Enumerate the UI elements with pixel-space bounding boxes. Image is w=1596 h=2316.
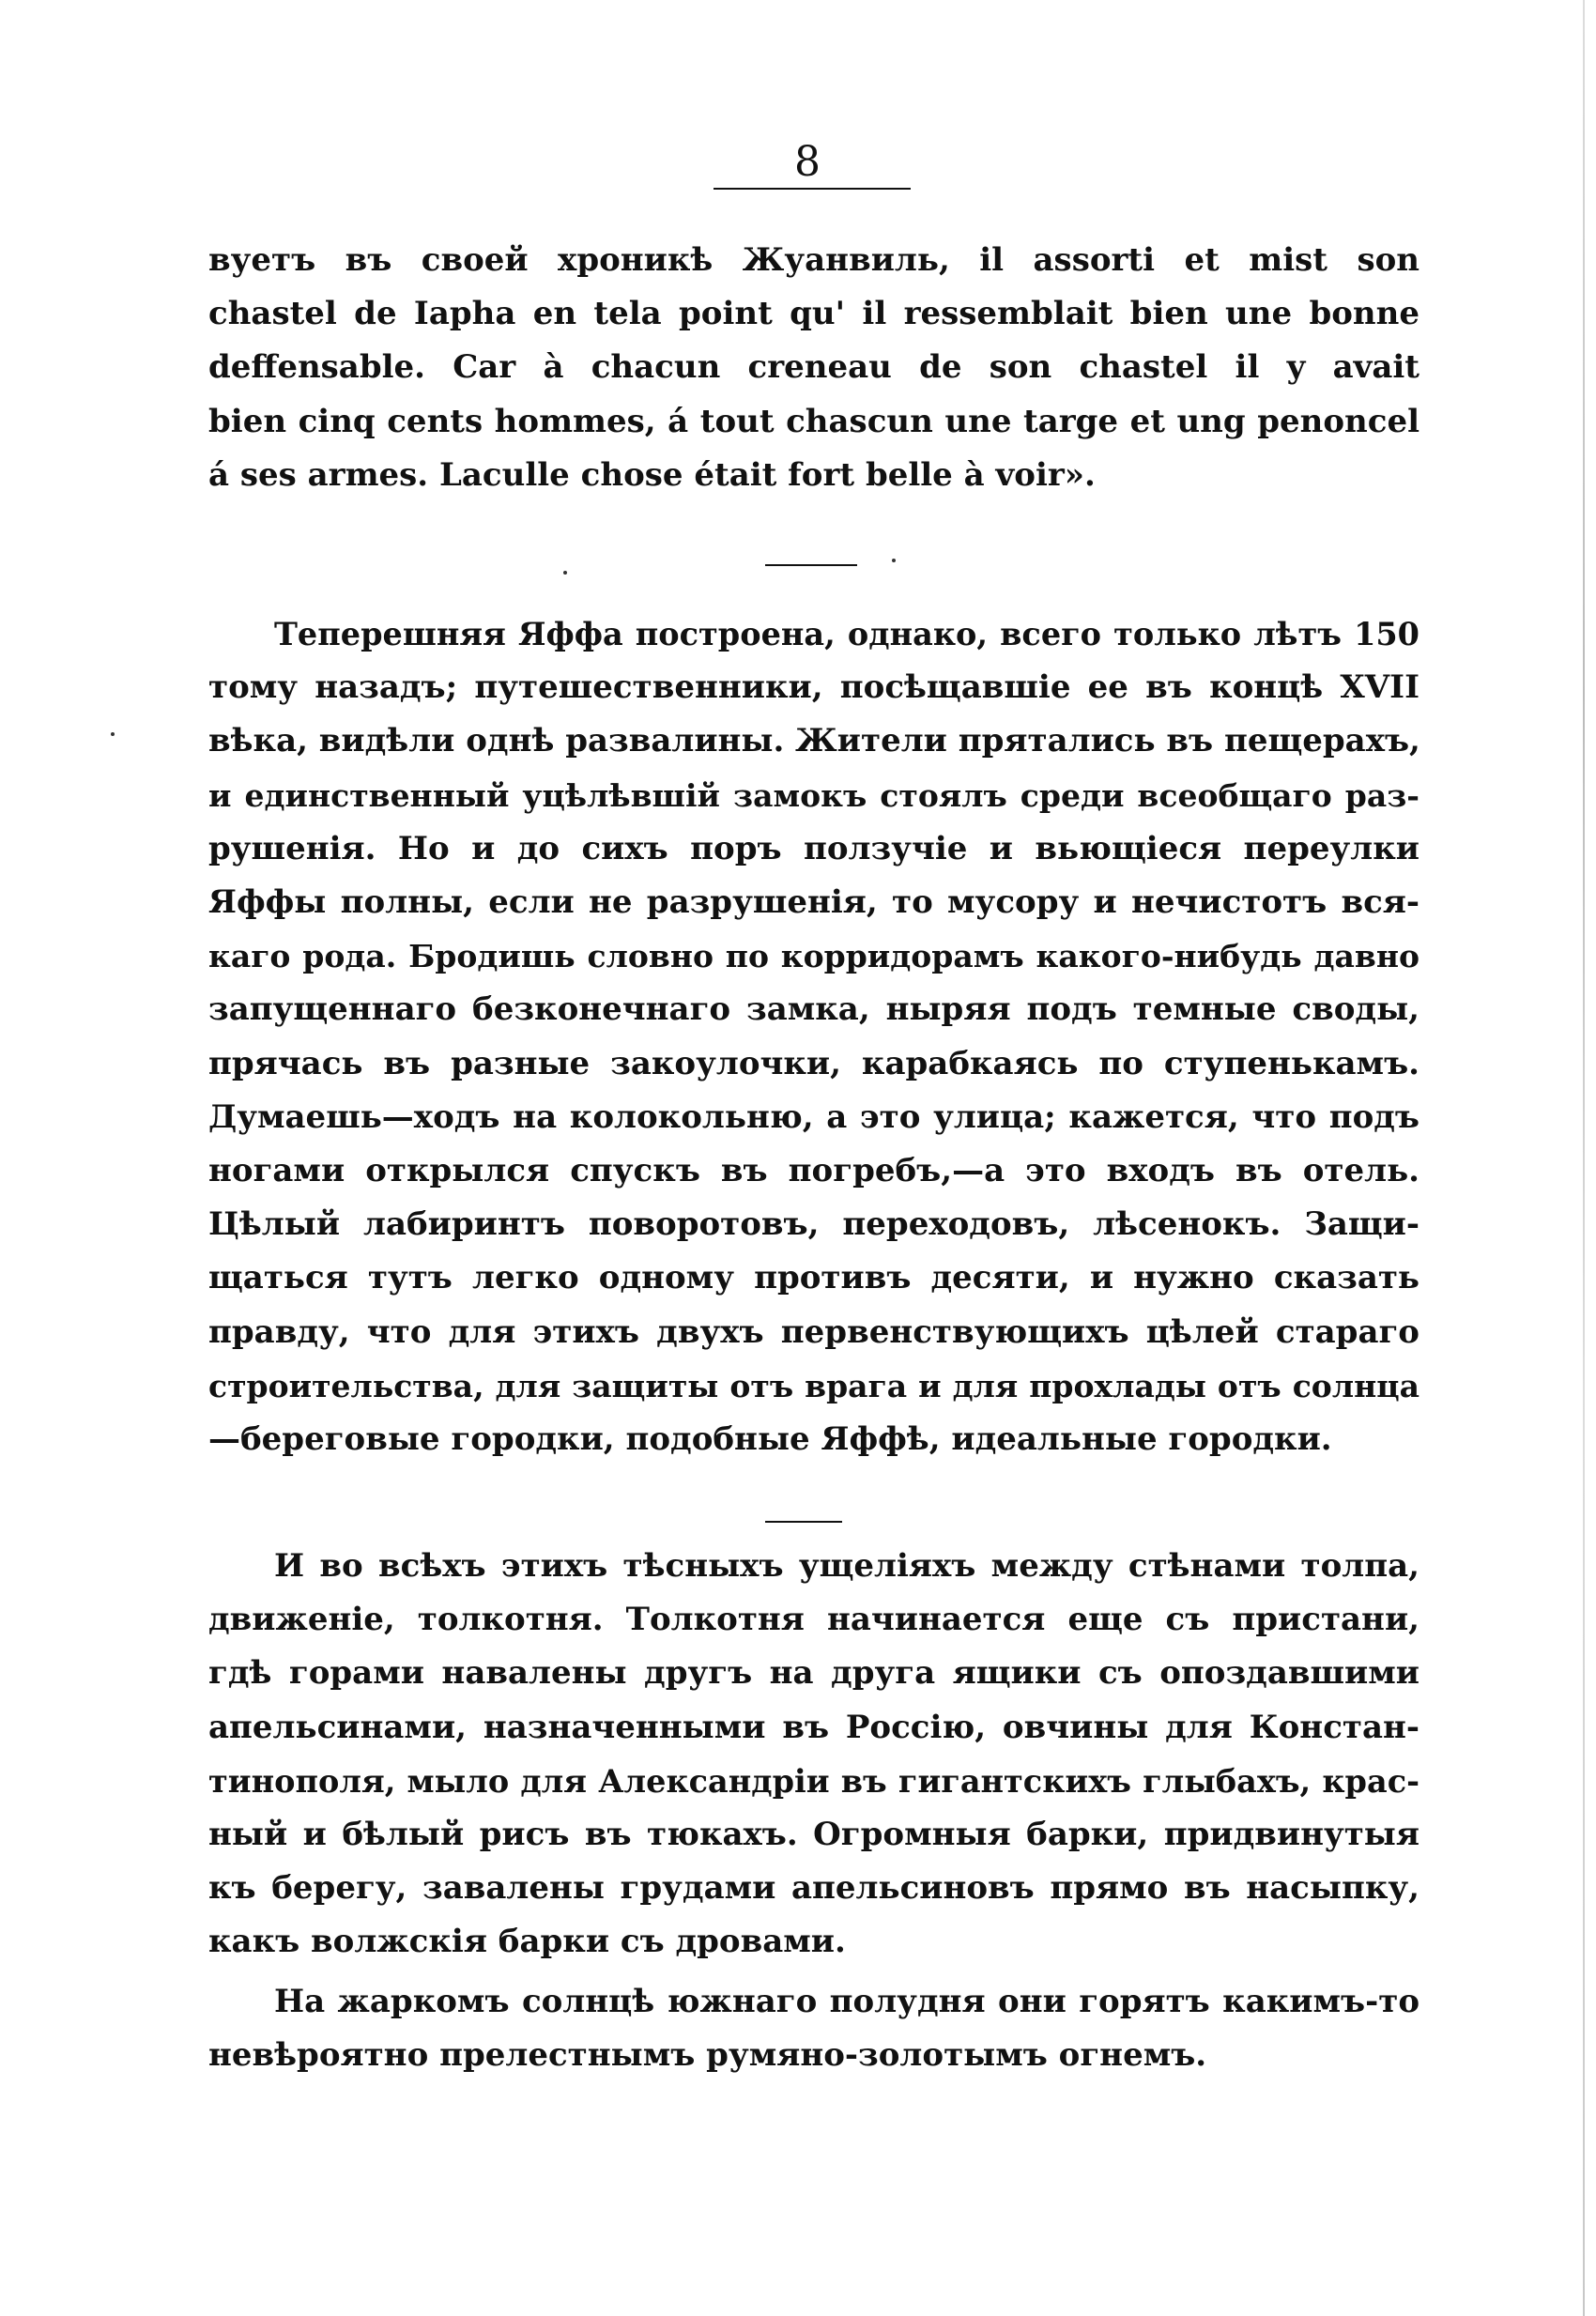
text-line: Теперешняя Яффа построена, однако, всего только лѣтъ 150 [274, 616, 1420, 652]
section-divider [765, 564, 857, 566]
text-line: щаться тутъ легко одному противъ десяти, и нужно сказать [208, 1259, 1420, 1297]
text-line: рушенія. Но и до сихъ поръ ползучіе и вьющіеся переулки [208, 829, 1420, 867]
scan-page-edge [1583, 0, 1585, 2316]
text-line: ный и бѣлый рисъ въ тюкахъ. Огромныя барки, придвинутыя [208, 1816, 1420, 1854]
text-line: Думаешь—ходъ на колокольню, а это улица; кажется, что подъ [208, 1097, 1420, 1136]
paragraph-jaffa-description [208, 607, 1420, 1466]
scan-speck [892, 559, 896, 562]
text-line: правду, что для этихъ двухъ первенствующихъ цѣлей стараго [208, 1312, 1420, 1351]
text-line: —береговые городки, подобные Яффѣ, идеальные городки. [208, 1420, 1332, 1459]
text-line: невѣроятно прелестнымъ румяно-золотымъ огнемъ. [208, 2036, 1207, 2075]
text-line: апельсинами, назначенными въ Россію, овчины для Констан- [208, 1708, 1420, 1746]
paragraph-crowds [208, 1540, 1420, 1970]
text-line: тому назадъ; путешественники, посѣщавшіе ее въ концѣ XVII [208, 668, 1420, 707]
text-line: Яффы полны, если не разрушенія, то мусору и нечистотъ вся- [208, 883, 1420, 922]
text-line: á ses armes. Laculle chose était fort belle à voir». [208, 455, 1096, 494]
text-line: тинополя, мыло для Александріи въ гигантскихъ глыбахъ, крас- [208, 1762, 1420, 1800]
text-line: вуетъ въ своей хроникѣ Жуанвиль, il assorti et mist son [208, 241, 1420, 279]
text-line: движеніе, толкотня. Толкотня начинается еще съ пристани, [208, 1601, 1420, 1639]
text-line: строительства, для защиты отъ врага и для прохлады отъ солнца [208, 1367, 1420, 1404]
text-line: deffensable. Car à chacun creneau de son chastel il y avait [208, 348, 1420, 387]
scan-speck [563, 571, 567, 575]
page-number: 8 [794, 138, 821, 186]
text-line: каго рода. Бродишь словно по корридорамъ какого-нибудь давно [208, 938, 1420, 975]
paragraph-oranges [208, 1975, 1420, 2082]
text-line: И во всѣхъ этихъ тѣсныхъ ущеліяхъ между стѣнами толпа, [274, 1547, 1420, 1585]
scan-speck [111, 732, 115, 736]
text-line: ногами открылся спускъ въ погребъ,—а это входъ въ отель. [208, 1152, 1420, 1190]
text-line: гдѣ горами навалены другъ на друга ящики съ опоздавшими [208, 1654, 1420, 1693]
text-line: какъ волжскія барки съ дровами. [208, 1923, 846, 1961]
text-line: и единственный уцѣлѣвшій замокъ стоялъ среди всеобщаго раз- [208, 776, 1420, 814]
text-line: chastel de Iapha en tela point qu' il ressemblait bien une bonne [208, 295, 1420, 333]
text-line: bien cinq cents hommes, á tout chascun une targe et ung penoncel [208, 402, 1420, 440]
text-line: На жаркомъ солнцѣ южнаго полудня они горятъ какимъ-то [274, 1983, 1420, 2020]
text-line: вѣка, видѣли однѣ развалины. Жители прятались въ пещерахъ, [208, 722, 1420, 760]
page-number-rule [714, 188, 911, 190]
text-line: запущеннаго безконечнаго замка, ныряя подъ темные своды, [208, 990, 1420, 1029]
paragraph-quote-continuation [208, 234, 1420, 502]
section-divider [765, 1521, 842, 1523]
text-line: Цѣлый лабиринтъ поворотовъ, переходовъ, лѣсенокъ. Защи- [208, 1205, 1420, 1244]
text-line: къ берегу, завалены грудами апельсиновъ прямо въ насыпку, [208, 1869, 1420, 1908]
text-line: прячась въ разные закоулочки, карабкаясь по ступенькамъ. [208, 1044, 1420, 1082]
